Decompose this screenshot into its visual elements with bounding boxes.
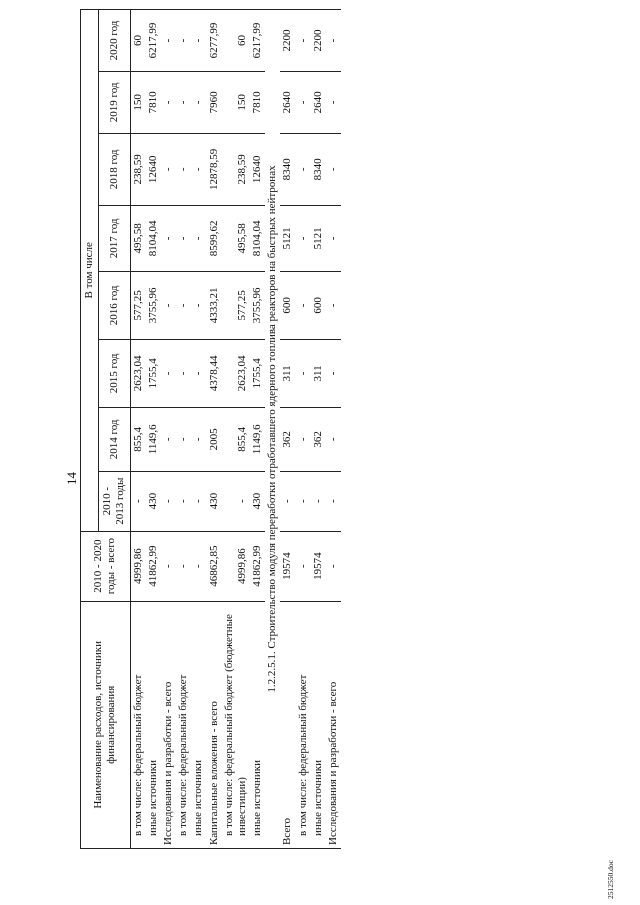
budget-table	[80, 9, 341, 849]
table-cell: 855,4	[222, 407, 250, 471]
header-total-column: 2010 - 2020 годы - всего	[81, 531, 131, 601]
row-label: в том числе: федеральный бюджет	[296, 601, 311, 848]
table-cell: 600	[311, 271, 326, 339]
table-cell: 311	[280, 339, 295, 407]
table-cell: 41862,99	[250, 531, 265, 601]
table-cell: -	[326, 71, 341, 133]
table-cell: -	[176, 71, 191, 133]
table-row	[130, 10, 146, 849]
table-cell: -	[176, 407, 191, 471]
table-cell: 430	[207, 471, 222, 531]
table-cell: -	[191, 471, 206, 531]
table-cell: -	[191, 71, 206, 133]
table-row	[191, 10, 206, 849]
table-cell: -	[161, 339, 176, 407]
table-cell: -	[296, 407, 311, 471]
page-number: 14	[64, 472, 79, 485]
table-cell: 6217,99	[250, 10, 265, 72]
header-year: 2010 - 2013 годы	[99, 471, 130, 531]
row-label: иные источники	[146, 601, 161, 848]
table-cell: 1149,6	[250, 407, 265, 471]
table-cell: 238,59	[130, 133, 146, 205]
document-id: 2512550.doc	[606, 860, 615, 899]
table-cell: 2640	[311, 71, 326, 133]
table-row	[250, 10, 265, 849]
table-row	[146, 10, 161, 849]
table-cell: 577,25	[222, 271, 250, 339]
table-cell: 60	[130, 10, 146, 72]
table-cell: -	[176, 205, 191, 271]
table-cell: 8340	[311, 133, 326, 205]
table-row	[296, 10, 311, 849]
table-cell: -	[191, 271, 206, 339]
row-label: в том числе: федеральный бюджет (бюджетные инвестиции)	[222, 601, 250, 848]
table-cell: -	[191, 205, 206, 271]
table-cell: -	[130, 471, 146, 531]
table-cell: -	[191, 407, 206, 471]
row-label: в том числе: федеральный бюджет	[176, 601, 191, 848]
table-cell: -	[176, 271, 191, 339]
table-cell: 2640	[280, 71, 295, 133]
table-cell: -	[326, 531, 341, 601]
table-cell: -	[326, 10, 341, 72]
table-cell: 7810	[146, 71, 161, 133]
table-row	[161, 10, 176, 849]
table-row	[222, 10, 250, 849]
table-cell: -	[326, 339, 341, 407]
section-title-row	[265, 10, 280, 849]
table-cell: -	[161, 133, 176, 205]
section-title: 1.2.2.5.1. Строительство модуля переработки отработавшего ядерного топлива реакторов на быстрых нейтронах	[265, 10, 280, 849]
table-cell: 2200	[311, 10, 326, 72]
row-label: иные источники	[311, 601, 326, 848]
header-year: 2019 год	[99, 71, 130, 133]
table-cell: 1755,4	[250, 339, 265, 407]
table-cell: 2200	[280, 10, 295, 72]
table-cell: 1149,6	[146, 407, 161, 471]
table-cell: 577,25	[130, 271, 146, 339]
row-label: Исследования и разработки - всего	[161, 601, 176, 848]
table-cell: -	[296, 10, 311, 72]
table-cell: 430	[146, 471, 161, 531]
table-cell: 7810	[250, 71, 265, 133]
table-cell: -	[161, 471, 176, 531]
table-cell: -	[326, 133, 341, 205]
table-cell: -	[326, 471, 341, 531]
table-cell: -	[191, 133, 206, 205]
table-cell: 4999,86	[130, 531, 146, 601]
table-cell: 150	[222, 71, 250, 133]
header-in-that-number: В том числе	[81, 10, 99, 532]
table-cell: 46862,85	[207, 531, 222, 601]
row-label: в том числе: федеральный бюджет	[130, 601, 146, 848]
table-cell: 430	[250, 471, 265, 531]
table-cell: -	[296, 471, 311, 531]
table-cell: -	[311, 471, 326, 531]
header-year: 2020 год	[99, 10, 130, 72]
table-cell: -	[296, 271, 311, 339]
section-row-group	[265, 10, 280, 849]
table-cell: 60	[222, 10, 250, 72]
row-label: иные источники	[250, 601, 265, 848]
table-cell: -	[161, 10, 176, 72]
table-cell: -	[326, 205, 341, 271]
table-cell: -	[191, 339, 206, 407]
row-label: Капитальные вложения - всего	[207, 601, 222, 848]
table-cell: 4999,86	[222, 531, 250, 601]
table-cell: 8599,62	[207, 205, 222, 271]
table-cell: 41862,99	[146, 531, 161, 601]
table-cell: -	[280, 471, 295, 531]
table-cell: 12640	[146, 133, 161, 205]
table-cell: -	[176, 10, 191, 72]
table-cell: 238,59	[222, 133, 250, 205]
table-cell: 8340	[280, 133, 295, 205]
table-cell: 600	[280, 271, 295, 339]
header-name-column: Наименование расходов, источники финансирования	[81, 601, 131, 848]
table-cell: 495,58	[222, 205, 250, 271]
table-cell: -	[161, 71, 176, 133]
table-row	[280, 10, 295, 849]
table-cell: 855,4	[130, 407, 146, 471]
header-year: 2014 год	[99, 407, 130, 471]
table-cell: 7960	[207, 71, 222, 133]
table-cell: 19574	[311, 531, 326, 601]
table-cell: 362	[280, 407, 295, 471]
table-cell: -	[161, 407, 176, 471]
table-row	[311, 10, 326, 849]
table-cell: -	[296, 339, 311, 407]
table-cell: 2623,04	[130, 339, 146, 407]
header-year: 2015 год	[99, 339, 130, 407]
table-body-part-b	[280, 10, 341, 849]
table-cell: -	[326, 407, 341, 471]
table-cell: 8104,04	[250, 205, 265, 271]
table-cell: 150	[130, 71, 146, 133]
table-cell: -	[326, 271, 341, 339]
table-cell: 6277,99	[207, 10, 222, 72]
table-cell: 6217,99	[146, 10, 161, 72]
table-body-part-a	[130, 10, 265, 849]
table-cell: -	[191, 10, 206, 72]
table-cell: 495,58	[130, 205, 146, 271]
table-cell: -	[176, 133, 191, 205]
table-cell: 12640	[250, 133, 265, 205]
table-cell: -	[176, 471, 191, 531]
table-cell: 12878,59	[207, 133, 222, 205]
table-cell: 5121	[280, 205, 295, 271]
table-cell: -	[176, 531, 191, 601]
table-row	[326, 10, 341, 849]
header-year: 2017 год	[99, 205, 130, 271]
row-label: Всего	[280, 601, 295, 848]
table-cell: 5121	[311, 205, 326, 271]
table-cell: 8104,04	[146, 205, 161, 271]
table-cell: 362	[311, 407, 326, 471]
table-cell: -	[161, 271, 176, 339]
table-cell: -	[296, 531, 311, 601]
table-cell: -	[296, 205, 311, 271]
table-cell: 1755,4	[146, 339, 161, 407]
table-cell: 4378,44	[207, 339, 222, 407]
table-cell: -	[161, 205, 176, 271]
row-label: иные источники	[191, 601, 206, 848]
table-cell: -	[296, 71, 311, 133]
table-cell: -	[176, 339, 191, 407]
header-year: 2018 год	[99, 133, 130, 205]
table-cell: 3755,96	[250, 271, 265, 339]
row-label: Исследования и разработки - всего	[326, 601, 341, 848]
table-cell: 2623,04	[222, 339, 250, 407]
table-cell: -	[191, 531, 206, 601]
table-cell: 4333,21	[207, 271, 222, 339]
table-cell: -	[222, 471, 250, 531]
table-row	[176, 10, 191, 849]
table-cell: -	[296, 133, 311, 205]
table-row	[207, 10, 222, 849]
table-cell: 19574	[280, 531, 295, 601]
table-cell: 311	[311, 339, 326, 407]
table-cell: 3755,96	[146, 271, 161, 339]
table-cell: 2005	[207, 407, 222, 471]
table-cell: -	[161, 531, 176, 601]
header-year: 2016 год	[99, 271, 130, 339]
